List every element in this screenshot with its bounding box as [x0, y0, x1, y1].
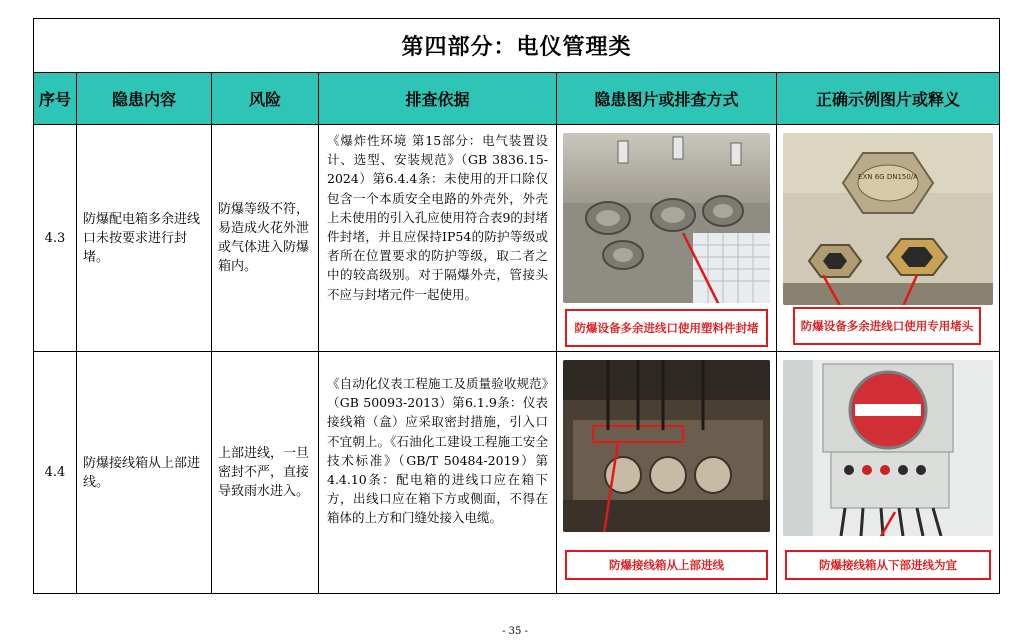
basis-content: 《爆炸性环境 第15部分：电气装置设计、选型、安装规范》（GB 3836.15-2024）第6.4.4条：未使用的开口除仅包含一个本质安全电路的外壳外，外壳上未使用的引入孔应使用符合表9的封堵件封堵，并且应保持IP54的防护等级或者所在位置要求的防护等级，取二者之中的较高级别。对于隔爆外壳，管接头不应与封堵元件一起使用。 — [319, 125, 557, 351]
plug-marking: EXN 6G DN150/A — [858, 173, 918, 181]
hazard-caption: 防爆设备多余进线口使用塑料件封堵 — [565, 309, 768, 347]
table-header — [34, 73, 999, 125]
table-row — [34, 125, 999, 352]
correct-photo — [783, 133, 993, 305]
hazard-content: 防爆配电箱多余进线口未按要求进行封堵。 — [77, 125, 212, 351]
header-basis: 排查依据 — [319, 73, 557, 124]
risk-content: 防爆等级不符，易造成火花外泄或气体进入防爆箱内。 — [212, 125, 319, 351]
correct-image-cell — [777, 352, 999, 593]
hazard-content: 防爆接线箱从上部进线。 — [77, 352, 212, 593]
metal-plugs-photo — [783, 133, 993, 305]
correct-photo — [783, 360, 993, 536]
hazard-image-cell — [557, 352, 777, 593]
header-hazard: 隐患内容 — [77, 73, 212, 124]
page-number: - 35 - — [502, 626, 528, 637]
basis-content: 《自动化仪表工程施工及质量验收规范》（GB 50093-2013）第6.1.9条：仪表接线箱（盒）应采取密封措施，引入口不宜朝上。《石油化工建设工程施工安全技术标准》（GB/T 50484-2019）第4.4.10条：配电箱的进线口应在箱下方，出线口应在箱下方或侧面，不得在箱体的上方和门缝处接入电缆。 — [319, 352, 557, 593]
header-no: 序号 — [34, 73, 77, 124]
hazard-image-cell — [557, 125, 777, 351]
hazard-caption: 防爆接线箱从上部进线 — [565, 550, 768, 580]
header-hazard-image: 隐患图片或排查方式 — [557, 73, 777, 124]
top-entry-box-photo — [563, 360, 770, 532]
row-number: 4.4 — [34, 352, 77, 593]
risk-content: 上部进线，一旦密封不严，直接导致雨水进入。 — [212, 352, 319, 593]
section-title-row — [34, 19, 999, 73]
header-correct-example: 正确示例图片或释义 — [815, 90, 960, 109]
hazard-table — [33, 18, 1000, 594]
section-title: 第四部分：电仪管理类 — [401, 35, 632, 60]
hazard-photo — [563, 133, 770, 303]
plastic-plugs-photo — [563, 133, 770, 303]
row-number: 4.3 — [34, 125, 77, 351]
hazard-photo — [563, 360, 770, 532]
correct-caption: 防爆接线箱从下部进线为宜 — [785, 550, 991, 580]
correct-caption: 防爆设备多余进线口使用专用堵头 — [793, 307, 981, 345]
bottom-entry-box-photo — [783, 360, 993, 536]
header-risk: 风险 — [212, 73, 319, 124]
table-row — [34, 352, 999, 593]
correct-image-cell — [777, 125, 999, 351]
